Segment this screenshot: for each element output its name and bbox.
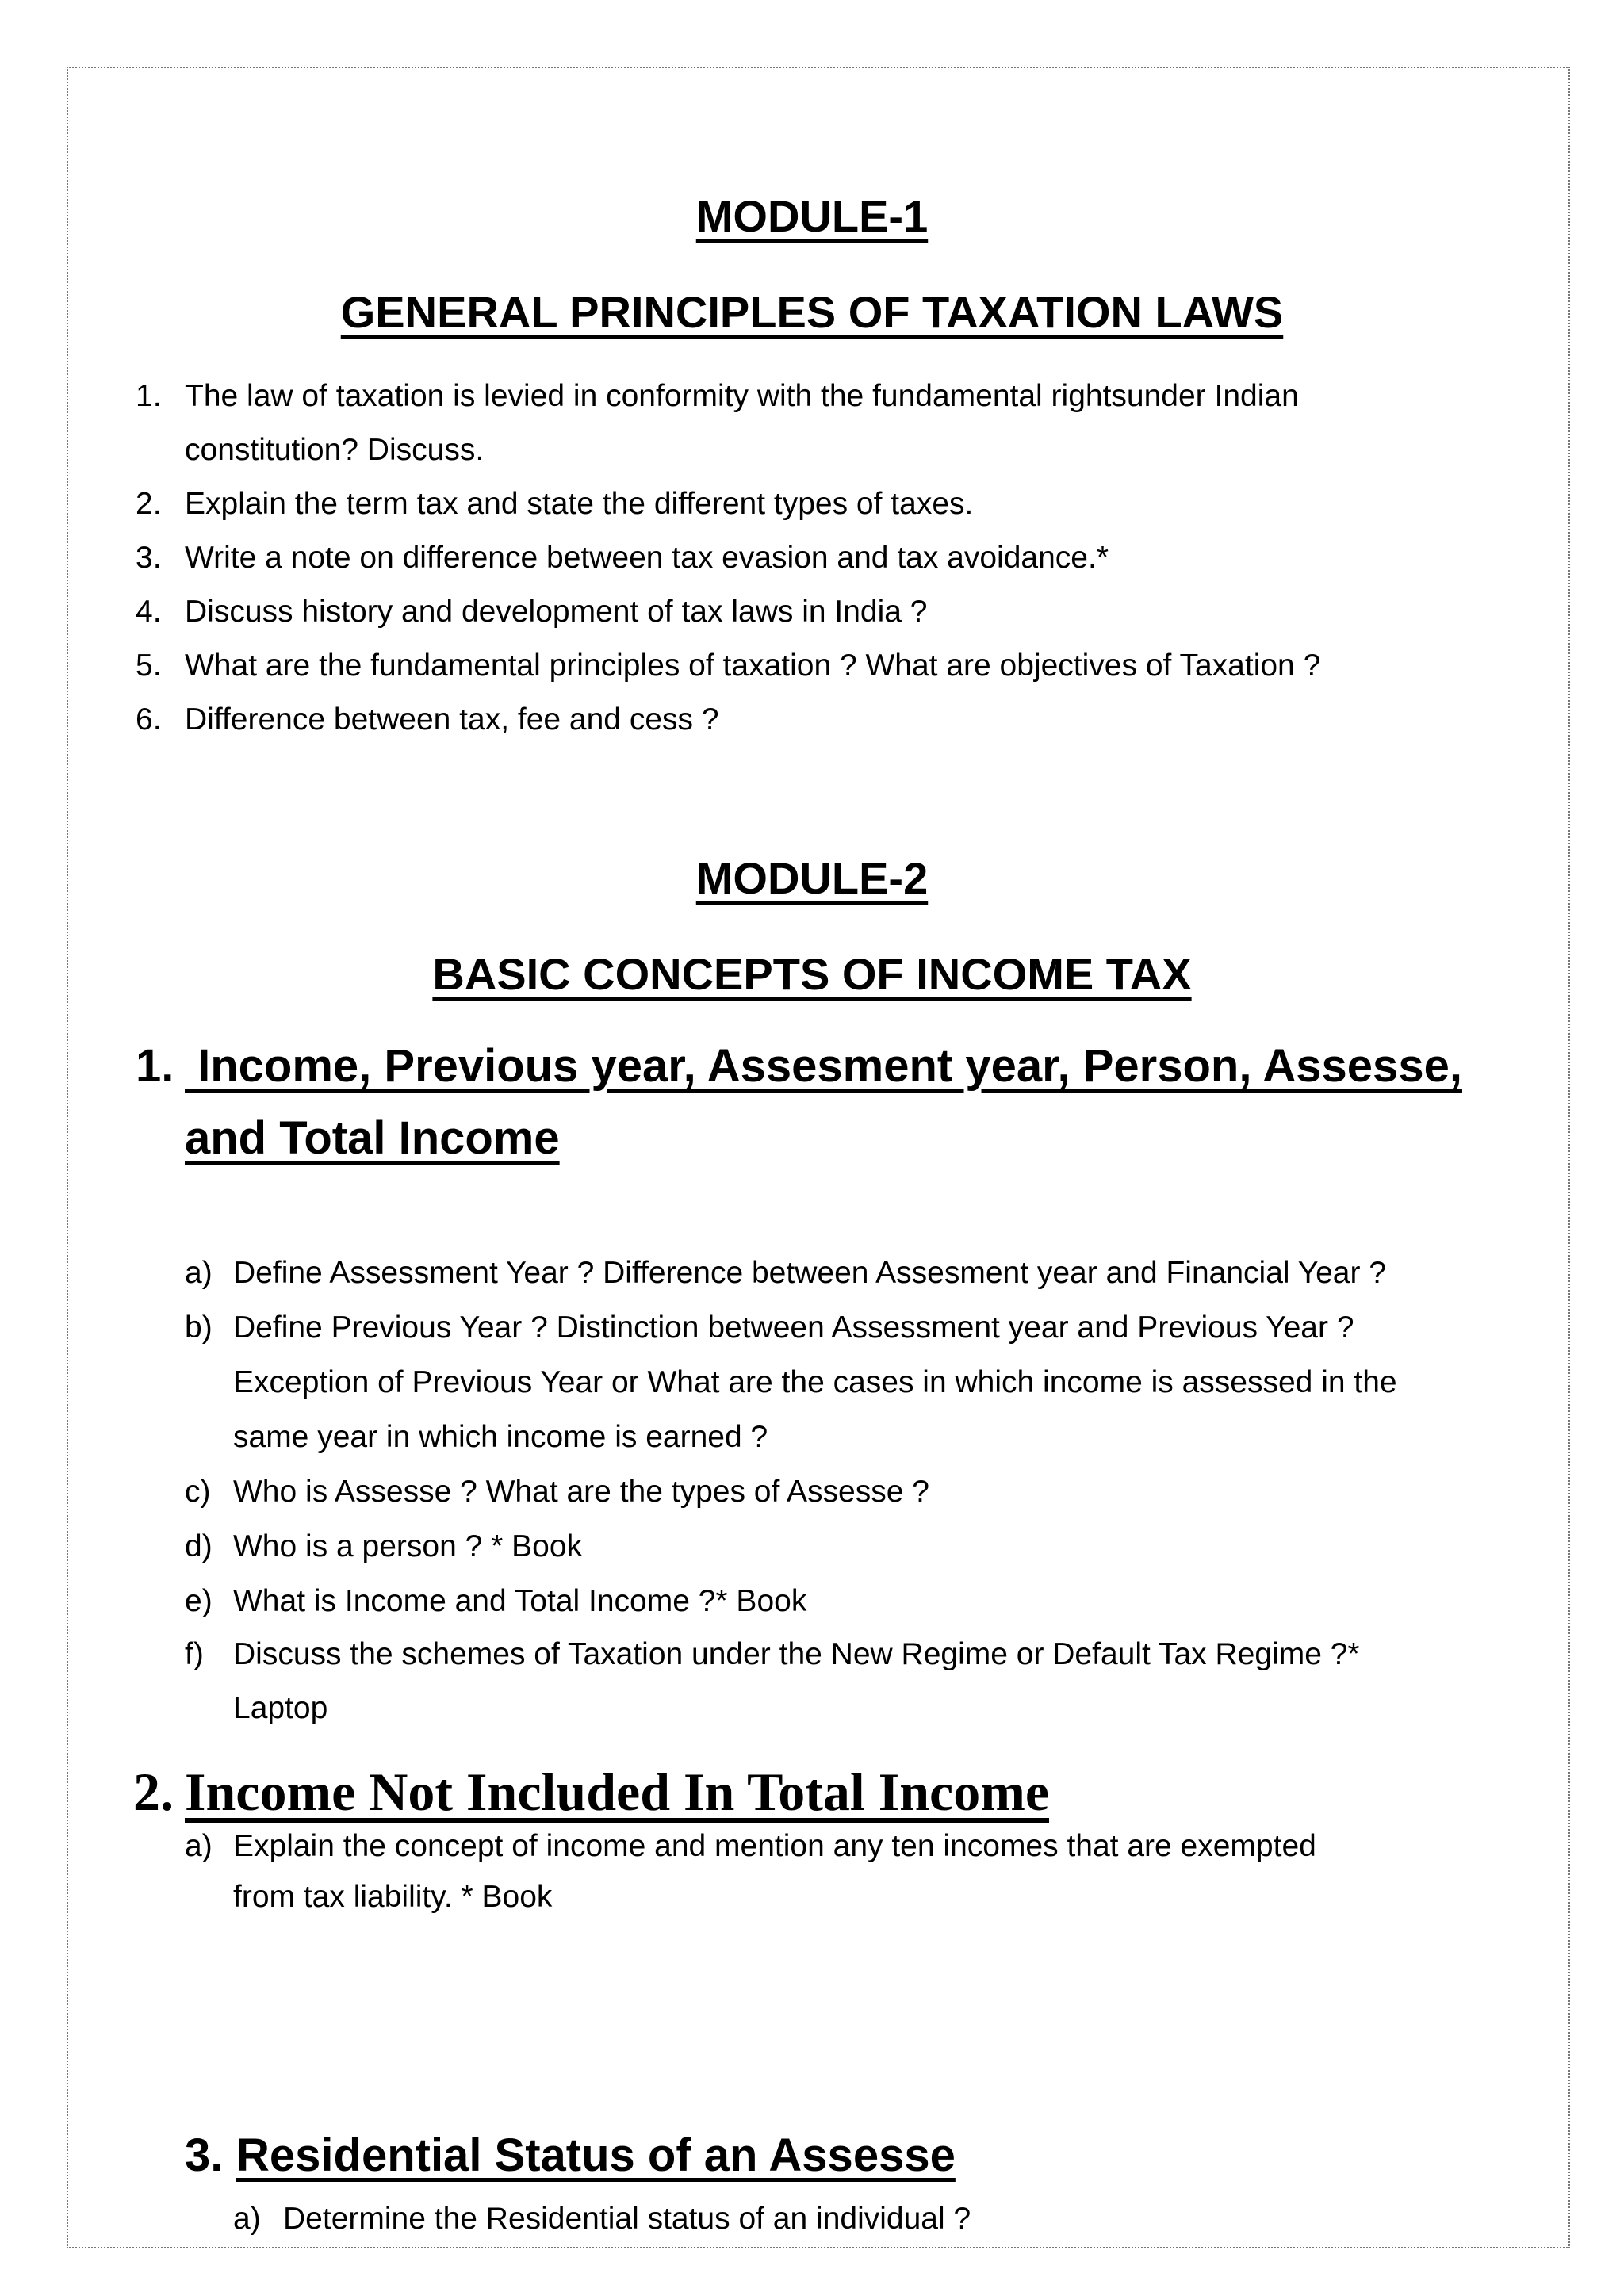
question-text: Difference between tax, fee and cess ? <box>185 702 719 737</box>
question-text: Discuss the schemes of Taxation under the New Regime or Default Tax Regime ?* <box>233 1637 1360 1671</box>
question-letter: f) <box>185 1637 204 1671</box>
section-heading <box>185 1112 560 1164</box>
question-text: Determine the Residential status of an individual ? <box>283 2202 971 2236</box>
module-1-subtitle: GENERAL PRINCIPLES OF TAXATION LAWS <box>340 287 1284 337</box>
section-number: 1. <box>136 1040 174 1092</box>
section-heading-line: Income, Previous year, Assesment year, Person, Assesse, <box>185 1040 1462 1092</box>
module-2-title: MODULE-2 <box>695 853 929 903</box>
question-number: 5. <box>136 649 162 683</box>
question-letter: e) <box>185 1584 213 1618</box>
question-text: Who is a person ? * Book <box>233 1529 583 1563</box>
question-number: 4. <box>136 595 162 629</box>
question-letter: a) <box>233 2202 261 2236</box>
module-2-subtitle: BASIC CONCEPTS OF INCOME TAX <box>432 949 1192 999</box>
question-text: What is Income and Total Income ?* Book <box>233 1584 807 1618</box>
question-letter: a) <box>185 1829 213 1863</box>
question-number: 6. <box>136 702 162 737</box>
question-letter: b) <box>185 1311 213 1345</box>
section-number: 2. <box>133 1762 174 1822</box>
question-text: constitution? Discuss. <box>185 433 485 467</box>
question-text: Laptop <box>233 1691 328 1725</box>
section-heading-text: Income Not Included In Total Income <box>185 1762 1050 1822</box>
section-heading <box>185 1040 1525 1092</box>
question-text: Exception of Previous Year or What are the cases in which income is assessed in the <box>233 1365 1397 1399</box>
section-heading <box>185 1762 1050 1822</box>
section-heading <box>236 2130 956 2181</box>
question-text: from tax liability. * Book <box>233 1880 553 1914</box>
question-text: same year in which income is earned ? <box>233 1420 768 1454</box>
question-number: 2. <box>136 487 162 521</box>
question-letter: a) <box>185 1256 213 1290</box>
question-text: The law of taxation is levied in conformity with the fundamental rightsunder Indian <box>185 379 1299 413</box>
question-text: Write a note on difference between tax evasion and tax avoidance.* <box>185 541 1109 575</box>
question-text: Discuss history and development of tax laws in India ? <box>185 595 928 629</box>
question-letter: d) <box>185 1529 213 1563</box>
section-number: 3. <box>185 2130 224 2181</box>
module-1-title: MODULE-1 <box>695 191 929 241</box>
question-text: Explain the term tax and state the different types of taxes. <box>185 487 974 521</box>
question-text: Define Previous Year ? Distinction between Assessment year and Previous Year ? <box>233 1311 1354 1345</box>
question-number: 3. <box>136 541 162 575</box>
section-heading-line: and Total Income <box>185 1112 560 1164</box>
question-text: Explain the concept of income and mention any ten incomes that are exempted <box>233 1829 1316 1863</box>
question-text: What are the fundamental principles of taxation ? What are objectives of Taxation ? <box>185 649 1321 683</box>
section-heading-text: Residential Status of an Assesse <box>236 2130 956 2181</box>
question-letter: c) <box>185 1475 211 1509</box>
question-number: 1. <box>136 379 162 413</box>
question-text: Who is Assesse ? What are the types of Assesse ? <box>233 1475 929 1509</box>
question-text: Define Assessment Year ? Difference between Assesment year and Financial Year ? <box>233 1256 1387 1290</box>
